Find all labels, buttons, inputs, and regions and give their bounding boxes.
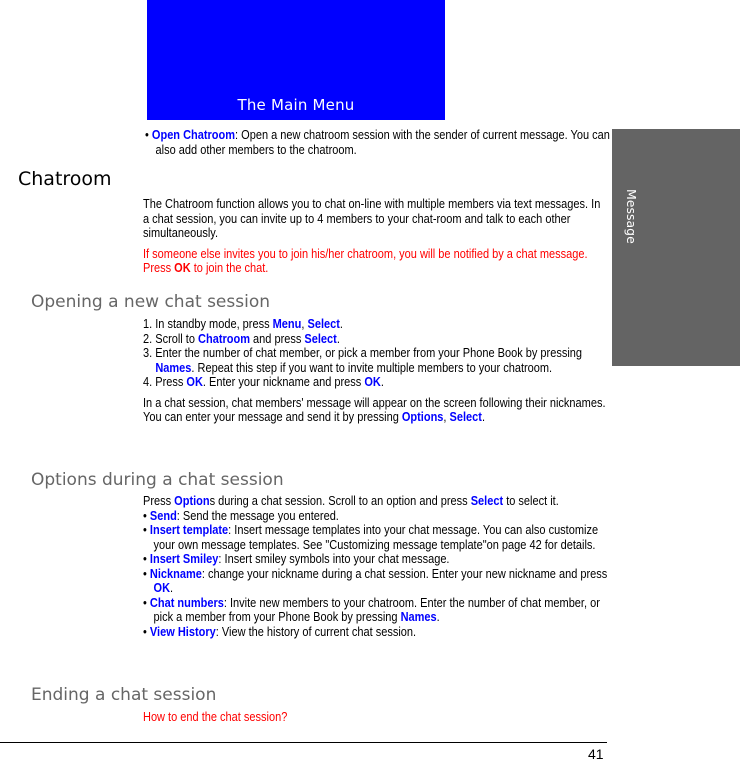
keyword: Open Chatroom <box>151 128 236 142</box>
option-item: • Insert template: Insert message templates into your chat message. You can also customize your own message templates. See "Customizing message template"on page 42 for details. <box>143 523 599 552</box>
intro-bullet: • Open Chatroom: Open a new chatroom session with the sender of current message. You can also add other members to the chatroom. <box>145 128 610 157</box>
option-item: • Nickname: change your nickname during a chat session. Enter your new nickname and press OK. <box>143 566 608 595</box>
opening-steps <box>143 317 609 425</box>
page-number: 41 <box>588 746 604 762</box>
chapter-tab <box>612 129 740 366</box>
step: 2. Scroll to Chatroom and press Select. <box>143 331 340 346</box>
option-item: • Chat numbers: Invite new members to your chatroom. Enter the number of chat member, or pick a member from your Phone Book by pressing Names. <box>143 595 600 624</box>
section-title: Chatroom <box>18 168 112 190</box>
subheading-ending: Ending a chat session <box>31 685 217 705</box>
description: The Chatroom function allows you to chat on-line with multiple members via text messages. In a chat session, you can invite up to 4 members to your chat-room and talk to each other simultaneously. <box>143 197 601 240</box>
step: 3. Enter the number of chat member, or pick a member from your Phone Book by pressing Names. Repeat this step if you want to invite multiple members to your chatroom. <box>143 346 582 375</box>
footer-divider <box>0 742 607 743</box>
main-menu-figure <box>147 0 445 120</box>
bullet-text: : Open a new chatroom session with the sender of current message. You can also add other members to the chatroom. <box>155 128 610 157</box>
step: 4. Press OK. Enter your nickname and press OK. <box>143 375 384 389</box>
option-item: • View History: View the history of current chat session. <box>143 624 417 639</box>
chapter-tab-label: Message <box>624 189 639 244</box>
option-item: • Send: Send the message you entered. <box>143 508 339 523</box>
keyword: OK <box>174 261 191 275</box>
options-list <box>143 494 609 639</box>
chatroom-description-block <box>143 197 609 276</box>
step: 1. In standby mode, press Menu, Select. <box>143 317 343 331</box>
options-intro: Press Options during a chat session. Scroll to an option and press Select to select it. <box>143 494 559 508</box>
subheading-options: Options during a chat session <box>31 470 284 490</box>
subheading-opening: Opening a new chat session <box>31 292 270 312</box>
ending-note: How to end the chat session? <box>143 710 288 724</box>
figure-caption: The Main Menu <box>237 96 355 114</box>
session-paragraph: In a chat session, chat members' message will appear on the screen following their nicknames. You can enter your message and send it by pressing Options, Select. <box>143 395 606 424</box>
invite-note: If someone else invites you to join his/her chatroom, you will be notified by a chat message. Press OK to join the chat. <box>143 246 588 275</box>
option-item: • Insert Smiley: Insert smiley symbols into your chat message. <box>143 552 450 566</box>
